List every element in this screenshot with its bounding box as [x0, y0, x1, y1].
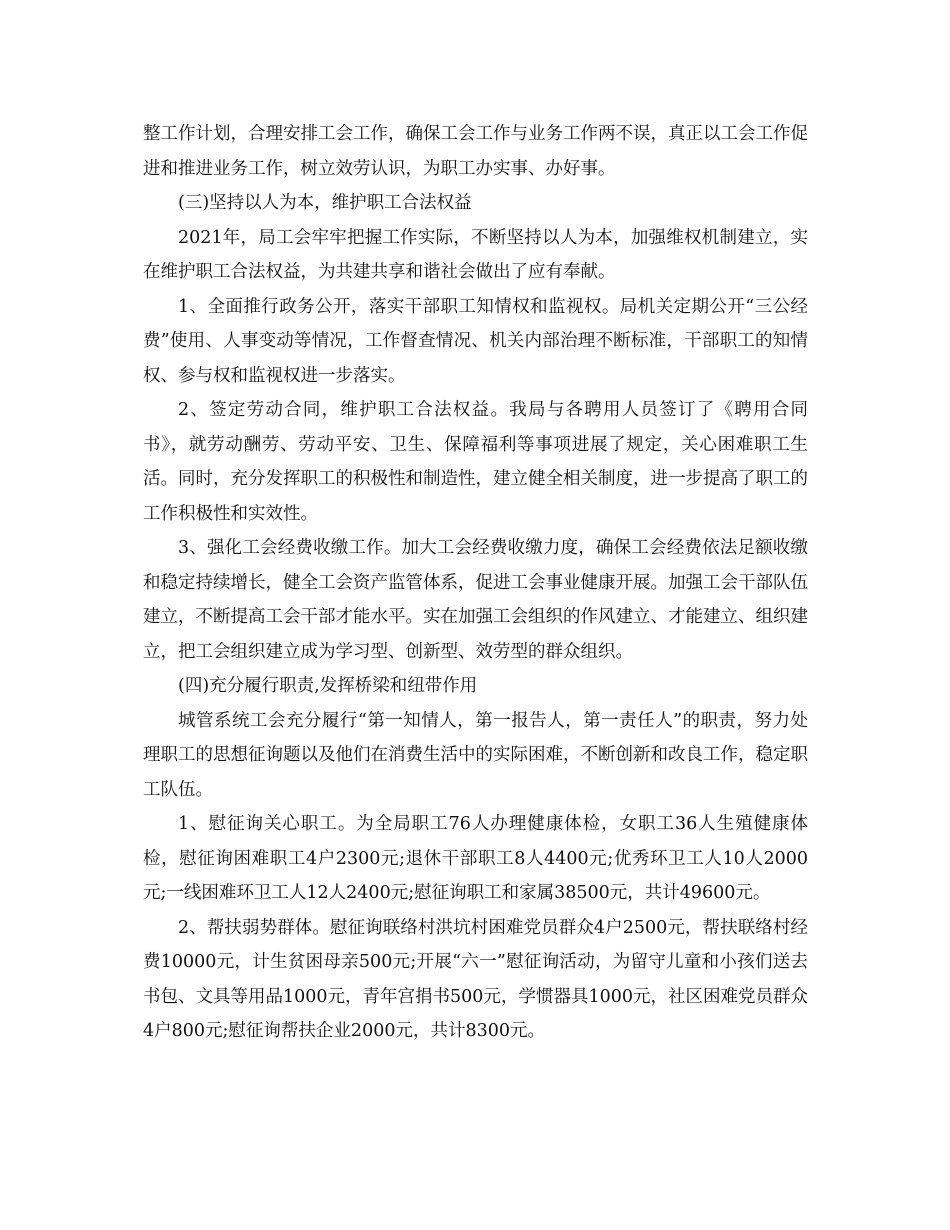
paragraph: 城管系统工会充分履行“第一知情人，第一报告人，第一责任人”的职责，努力处理职工的思想征询题以及他们在消费生活中的实际困难，不断创新和改良工作，稳定职工队伍。: [143, 710, 808, 800]
paragraph: 2、帮扶弱势群体。慰征询联络村洪坑村困难党员群众4户2500元，帮扶联络村经费10000元，计生贫困母亲500元;开展“六一”慰征询活动，为留守儿童和小孩们送去书包、文具等用品1000元，青年宫捐书500元，学惯器具1000元，社区困难党员群众4户800元;慰征询帮扶企业2000元，共计8300元。: [143, 917, 808, 1041]
paragraph: 2021年，局工会牢牢把握工作实际，不断坚持以人为本，加强维权机制建立，实在维护职工合法权益，为共建共享和谐社会做出了应有奉献。: [143, 227, 808, 282]
paragraph: 1、全面推行政务公开，落实干部职工知情权和监视权。局机关定期公开“三公经费”使用、人事变动等情况，工作督查情况、机关内部治理不断标准，干部职工的知情权、参与权和监视权进一步落实。: [143, 296, 808, 386]
paragraph-continued: 整工作计划，合理安排工会工作，确保工会工作与业务工作两不误，真正以工会工作促进和推进业务工作，树立效劳认识，为职工办实事、办好事。: [143, 124, 808, 179]
document-body: [143, 117, 808, 1049]
paragraph: 3、强化工会经费收缴工作。加大工会经费收缴力度，确保工会经费依法足额收缴和稳定持续增长，健全工会资产监管体系，促进工会事业健康开展。加强工会干部队伍建立，不断提高工会干部才能水平。实在加强工会组织的作风建立、才能建立、组织建立，把工会组织建立成为学习型、创新型、效劳型的群众组织。: [143, 538, 808, 662]
section-heading-3: (三)坚持以人为本，维护职工合法权益: [178, 193, 472, 213]
paragraph: 2、签定劳动合同，维护职工合法权益。我局与各聘用人员签订了《聘用合同书》，就劳动酬劳、劳动平安、卫生、保障福利等事项进展了规定，关心困难职工生活。同时，充分发挥职工的积极性和制造性，建立健全相关制度，进一步提高了职工的工作积极性和实效性。: [143, 400, 808, 524]
paragraph: 1、慰征询关心职工。为全局职工76人办理健康体检，女职工36人生殖健康体检，慰征询困难职工4户2300元;退休干部职工8人4400元;优秀环卫工人10人2000元;一线困难环卫工人12人2400元;慰征询职工和家属38500元，共计49600元。: [143, 814, 808, 903]
section-heading-4: (四)充分履行职责,发挥桥梁和纽带作用: [178, 676, 478, 696]
